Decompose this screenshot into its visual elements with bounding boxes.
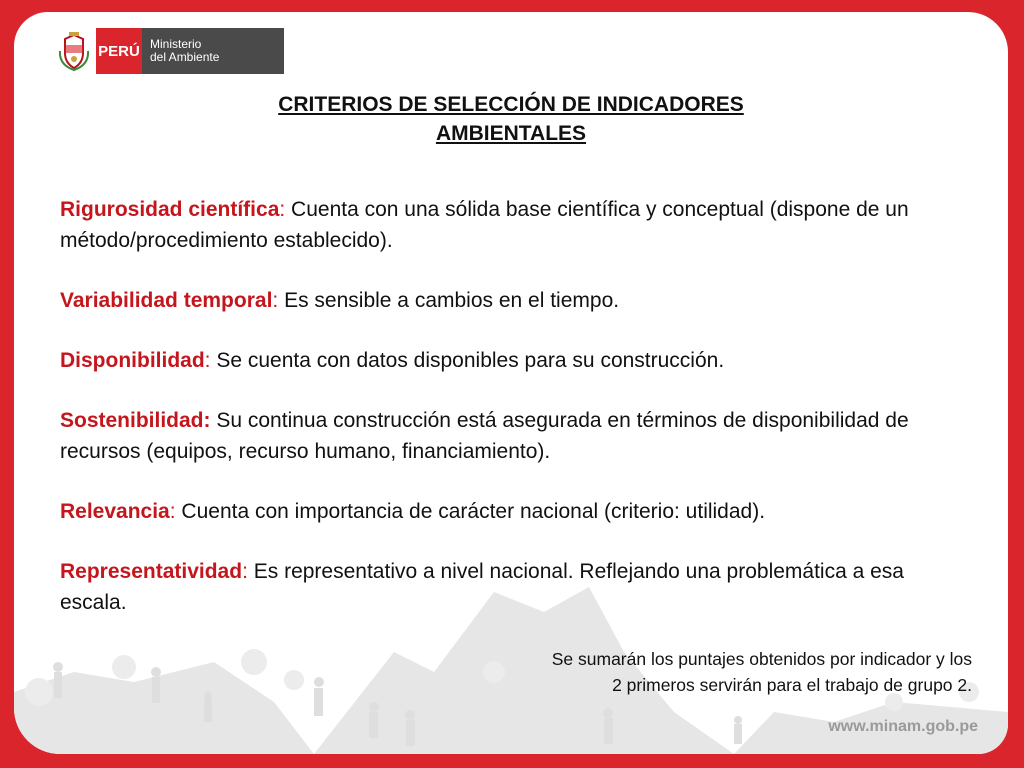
ministry-line1: Ministerio — [150, 37, 202, 51]
ministry-label — [142, 28, 284, 74]
minam-logo — [54, 28, 286, 74]
criterion-term: Rigurosidad científica — [60, 198, 280, 221]
scoring-note — [372, 646, 972, 698]
criterion-relevancia — [60, 496, 960, 527]
criterion-term: Relevancia — [60, 500, 170, 523]
note-line1: Se sumarán los puntajes obtenidos por indicador y los — [551, 649, 972, 669]
criterion-desc: Cuenta con una sólida base científica y conceptual (dispone de un método/procedimiento establecido). — [60, 198, 909, 252]
criterion-sostenibilidad — [60, 405, 960, 467]
criterion-desc: Es sensible a cambios en el tiempo. — [278, 289, 620, 312]
criterion-colon: : — [169, 500, 176, 523]
page-title — [14, 90, 1008, 148]
title-line1: CRITERIOS DE SELECCIÓN DE INDICADORES — [278, 93, 744, 116]
criterion-variabilidad — [60, 285, 960, 316]
criterion-desc: Es representativo a nivel nacional. Reflejando una problemática a esa escala. — [60, 560, 904, 614]
criterion-term: Sostenibilidad: — [60, 409, 211, 432]
criterion-colon: : — [204, 349, 211, 372]
note-line2: 2 primeros servirán para el trabajo de grupo 2. — [612, 675, 972, 695]
criterion-term: Representatividad — [60, 560, 243, 583]
criterion-desc: Se cuenta con datos disponibles para su construcción. — [210, 349, 725, 372]
criteria-list — [60, 194, 960, 647]
criterion-disponibilidad — [60, 345, 960, 376]
ministry-line2: del Ambiente — [150, 50, 220, 64]
criterion-colon: : — [242, 560, 248, 583]
coat-of-arms-icon — [54, 28, 94, 74]
peru-label: PERÚ — [96, 28, 142, 74]
slide — [14, 12, 1008, 754]
criterion-desc: Cuenta con importancia de carácter nacional (criterio: utilidad). — [175, 500, 766, 523]
criterion-representatividad — [60, 556, 960, 618]
criterion-rigurosidad — [60, 194, 960, 256]
criterion-colon: : — [272, 289, 279, 312]
footer-url: www.minam.gob.pe — [828, 718, 978, 735]
title-line2: AMBIENTALES — [435, 122, 587, 145]
criterion-colon: : — [279, 198, 286, 221]
criterion-term: Disponibilidad — [60, 349, 205, 372]
criterion-desc: Su continua construcción está asegurada en términos de disponibilidad de recursos (equipos, recurso humano, financiamiento). — [60, 409, 909, 463]
criterion-term: Variabilidad temporal — [60, 289, 273, 312]
